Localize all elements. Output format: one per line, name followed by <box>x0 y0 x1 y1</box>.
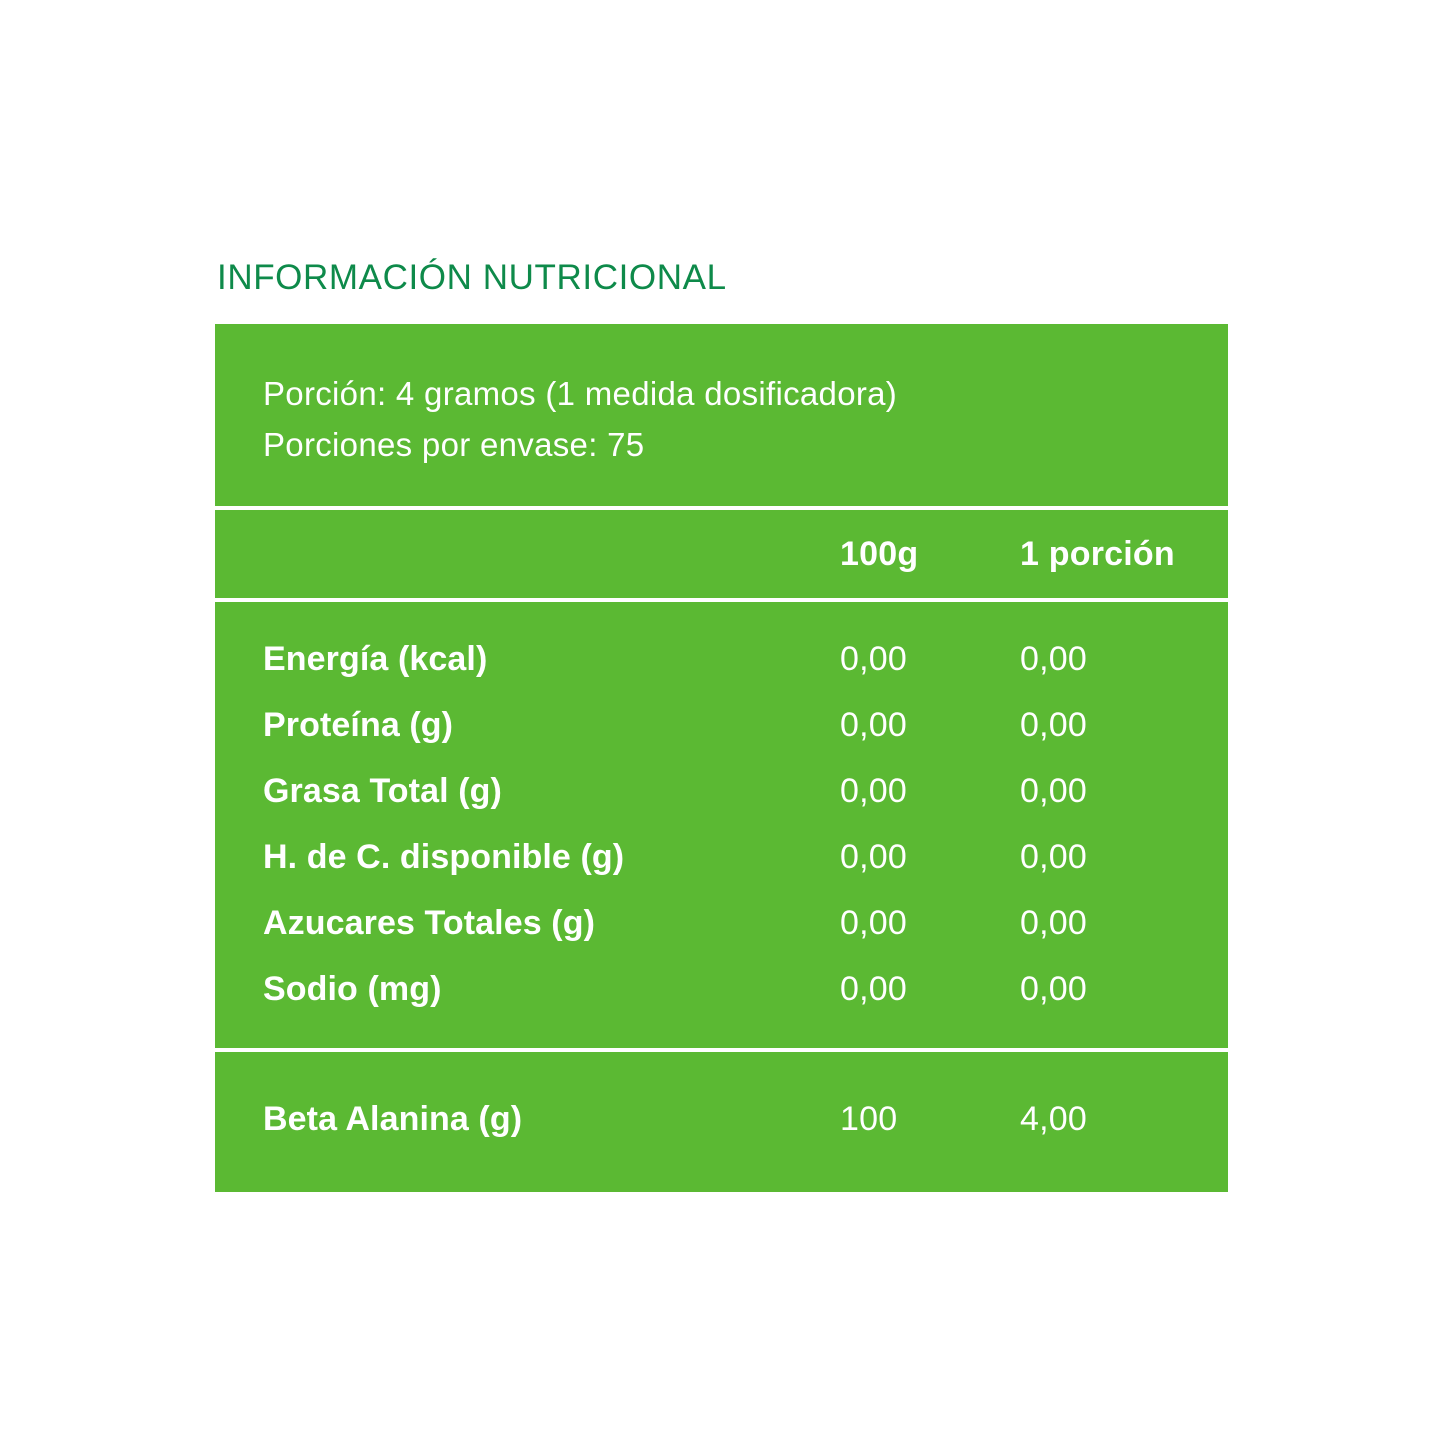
row-value-portion: 0,00 <box>1020 705 1087 744</box>
row-label: H. de C. disponible (g) <box>263 837 625 876</box>
table-footer <box>215 1052 1228 1192</box>
row-label: Energía (kcal) <box>263 639 488 678</box>
row-value-portion: 0,00 <box>1020 639 1087 678</box>
row-value-100g: 0,00 <box>840 837 907 876</box>
table-row <box>215 758 1228 824</box>
table-row <box>215 626 1228 692</box>
row-label: Grasa Total (g) <box>263 771 502 810</box>
serving-portion-line: Porción: 4 gramos (1 medida dosificadora) <box>263 375 898 412</box>
table-row <box>215 824 1228 890</box>
table-row <box>215 890 1228 956</box>
header-portion-cell: 1 porción <box>1020 534 1175 573</box>
row-value-100g: 0,00 <box>840 771 907 810</box>
row-value-100g: 0,00 <box>840 705 907 744</box>
table-row <box>215 956 1228 1022</box>
table-header-band <box>215 510 1228 598</box>
row-value-100g: 100 <box>840 1099 898 1138</box>
row-value-100g: 0,00 <box>840 639 907 678</box>
table-header-row <box>215 510 1228 598</box>
row-label: Azucares Totales (g) <box>263 903 596 942</box>
header-100g-cell: 100g <box>840 534 919 573</box>
page-title: INFORMACIÓN NUTRICIONAL <box>217 258 727 297</box>
row-value-portion: 0,00 <box>1020 771 1087 810</box>
nutrition-table <box>215 324 1228 1192</box>
row-value-portion: 0,00 <box>1020 837 1087 876</box>
serving-info-band <box>215 324 1228 506</box>
row-label: Beta Alanina (g) <box>263 1099 523 1138</box>
row-value-portion: 0,00 <box>1020 969 1087 1008</box>
row-value-100g: 0,00 <box>840 969 907 1008</box>
nutrition-panel <box>215 258 1228 1192</box>
row-label: Sodio (mg) <box>263 969 442 1008</box>
row-label: Proteína (g) <box>263 705 454 744</box>
table-body <box>215 602 1228 1048</box>
row-value-100g: 0,00 <box>840 903 907 942</box>
serving-count-line: Porciones por envase: 75 <box>263 426 645 464</box>
row-value-portion: 0,00 <box>1020 903 1087 942</box>
table-row <box>215 692 1228 758</box>
row-value-portion: 4,00 <box>1020 1099 1087 1138</box>
table-row <box>215 1086 1228 1152</box>
